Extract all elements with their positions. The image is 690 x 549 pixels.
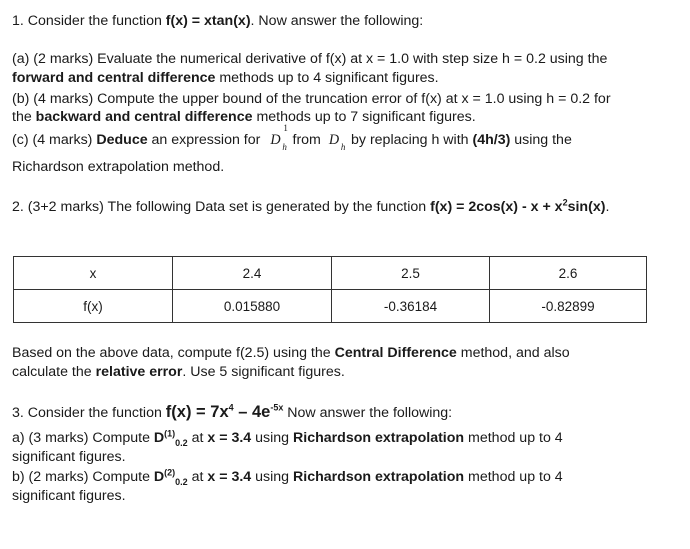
q3b-sym: D [153, 469, 165, 485]
q3-intro-text: 3. Consider the function [12, 405, 166, 421]
q1b-methods: backward and central difference [35, 109, 253, 125]
q3b-x: x = 3.4 [207, 469, 252, 485]
q3a-symbol [154, 430, 188, 446]
q1c-sym1-sub: h [282, 142, 287, 152]
data-table [13, 256, 647, 323]
table-cell: -0.36184 [332, 290, 490, 323]
table-cell: 0.015880 [173, 290, 332, 323]
q3-func-sup1: 4 [228, 402, 234, 413]
q3b-method: Richardson extrapolation [293, 469, 465, 485]
q2-task2-pre: calculate the [12, 364, 96, 380]
table-cell: 2.5 [332, 257, 490, 290]
q1-intro-rest: . Now answer the following: [250, 13, 424, 29]
q3b-sup: (2) [164, 467, 176, 478]
q1c-from: from [288, 132, 325, 148]
q3-func-sup2: -5x [270, 402, 284, 413]
q3-func-b: – 4e [233, 403, 271, 421]
q1a-methods: forward and central difference [12, 70, 216, 86]
q3b-sub: 0.2 [175, 476, 188, 487]
table-row [14, 257, 647, 290]
q1b-line2 [12, 108, 476, 127]
table-cell: -0.82899 [490, 290, 647, 323]
q1b-pre: the [12, 109, 36, 125]
q1c-mid: an expression for [147, 132, 265, 148]
q2-task-line2 [12, 363, 345, 382]
q1c-sym1: D [270, 132, 281, 148]
q2-task2-rest: . Use 5 significant figures. [182, 364, 345, 380]
q3-intro-rest: Now answer the following: [283, 405, 453, 421]
q1a-line1: (a) (2 marks) Evaluate the numerical derivative of f(x) at x = 1.0 with step size h = 0.2 using the [12, 51, 608, 67]
q3-function [166, 403, 284, 421]
q3b-using: using [251, 469, 294, 485]
q3a-rest: method up to 4 [464, 430, 563, 446]
q3-intro [12, 403, 452, 423]
q2-task-pre: Based on the above data, compute f(2.5) using the [12, 345, 335, 361]
q3a-method: Richardson extrapolation [293, 430, 465, 446]
q3a-x: x = 3.4 [207, 430, 252, 446]
q3b-line1 [12, 468, 563, 487]
q2-intro-text: 2. (3+2 marks) The following Data set is generated by the function [12, 199, 431, 215]
q1-intro [12, 12, 423, 31]
q2-func-a: f(x) = 2cos(x) - x + x [430, 199, 563, 215]
q1c-symbol-d1h [270, 123, 288, 152]
q1c-replacement: (4h/3) [472, 132, 511, 148]
q2-intro [12, 198, 609, 217]
q2-func-b: sin(x) [567, 199, 606, 215]
q2-task-relative-error: relative error [95, 364, 183, 380]
q1a-rest: methods up to 4 significant figures. [215, 70, 439, 86]
q3b-at: at [187, 469, 208, 485]
q1c-sym1-sup: 1 [283, 123, 288, 133]
q3a-using: using [251, 430, 294, 446]
q1c-pre: (c) (4 marks) [12, 132, 97, 148]
table-row [14, 290, 647, 323]
q2-func-end: . [605, 199, 610, 215]
q1b-line1: (b) (4 marks) Compute the upper bound of the truncation error of f(x) at x = 1.0 using h = 0.2 for [12, 91, 611, 107]
table-cell: 2.4 [173, 257, 332, 290]
q3a-line1 [12, 429, 563, 448]
q3a-sym: D [153, 430, 165, 446]
q3a-sup: (1) [164, 428, 176, 439]
q3a-line2: significant figures. [12, 449, 126, 465]
table-cell: x [14, 257, 173, 290]
q1c-symbol-dh [328, 132, 346, 152]
q1c-using: using the [510, 132, 572, 148]
q3a-pre: a) (3 marks) Compute [12, 430, 154, 446]
q2-task-rest: method, and also [456, 345, 570, 361]
q1c-sym2-sub: h [340, 142, 346, 152]
q2-func-sup: 2 [562, 197, 568, 208]
q3b-pre: b) (2 marks) Compute [12, 469, 154, 485]
q3b-rest: method up to 4 [464, 469, 563, 485]
q3a-sub: 0.2 [175, 437, 188, 448]
q1c-deduce: Deduce [96, 132, 148, 148]
q3b-line2: significant figures. [12, 488, 126, 504]
q1b-rest: methods up to 7 significant figures. [252, 109, 476, 125]
q2-task-method: Central Difference [334, 345, 457, 361]
q1c-by: by replacing h with [347, 132, 473, 148]
q3b-symbol [154, 469, 188, 485]
q2-task-line1 [12, 344, 570, 363]
q2-function [430, 199, 605, 215]
table-cell: f(x) [14, 290, 173, 323]
q3-func-a: f(x) = 7x [165, 403, 229, 421]
q1c-line2: Richardson extrapolation method. [12, 159, 225, 175]
q1-intro-text: 1. Consider the function [12, 13, 166, 29]
q1-function: f(x) = xtan(x) [165, 13, 251, 29]
q1a-line2 [12, 69, 439, 88]
q3a-at: at [187, 430, 208, 446]
q1c-sym2: D [328, 132, 340, 148]
table-cell: 2.6 [490, 257, 647, 290]
